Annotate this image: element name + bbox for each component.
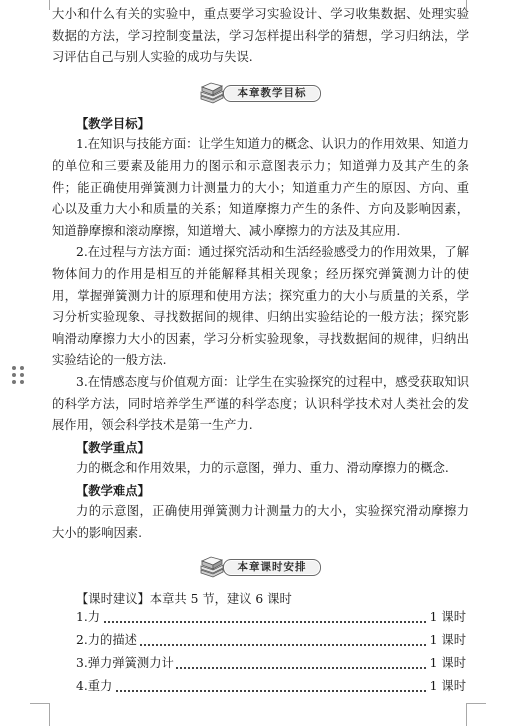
toc-row [76, 676, 466, 697]
toc-title: 3.弹力弹簧测力计 [76, 653, 176, 674]
banner-title: 本章教学目标 [223, 85, 321, 102]
crop-mark-bottom-left-h [30, 703, 50, 704]
key-points-heading: 【教学重点】 [76, 439, 150, 455]
chapter-goals-banner [199, 82, 323, 104]
book-stack-icon [199, 82, 225, 104]
goals-heading: 【教学目标】 [76, 115, 150, 131]
chapter-schedule-banner [199, 556, 323, 578]
toc-duration: 1 课时 [428, 607, 466, 628]
difficulties-text: 力的示意图，正确使用弹簧测力计测量力的大小，实验探究滑动摩擦力大小的影响因素. [52, 504, 469, 541]
banner-title: 本章课时安排 [223, 559, 321, 576]
intro-paragraph: 大小和什么有关的实验中，重点要学习实验设计、学习收集数据、处理实验数据的方法，学习控制变量法，学习怎样提出科学的猜想，学习归纳法，学习评估自己与别人实验的成功与失误. [52, 7, 469, 65]
toc-row [76, 653, 466, 674]
dot-leader [76, 621, 466, 623]
toc-row [76, 607, 466, 628]
key-points-text: 力的概念和作用效果，力的示意图，弹力、重力、滑动摩擦力的概念. [76, 461, 449, 476]
schedule-suggestion: 【课时建议】本章共 5 节，建议 6 课时 [76, 591, 292, 606]
crop-mark-bottom-right-v [466, 703, 467, 726]
toc-title: 2.力的描述 [76, 630, 139, 651]
dot-leader [76, 690, 466, 692]
toc-title: 1.力 [76, 607, 102, 628]
difficulties-heading: 【教学难点】 [76, 482, 150, 498]
toc-title: 4.重力 [76, 676, 114, 697]
toc-duration: 1 课时 [428, 653, 466, 674]
crop-mark-top-left [49, 0, 50, 10]
toc-duration: 1 课时 [428, 630, 466, 651]
toc-row [76, 630, 466, 651]
book-stack-icon [199, 556, 225, 578]
crop-mark-bottom-right-h [466, 703, 486, 704]
toc-duration: 1 课时 [428, 676, 466, 697]
drag-handle-icon[interactable] [12, 366, 25, 384]
goal-3-paragraph: 3.在情感态度与价值观方面：让学生在实验探究的过程中，感受获取知识的科学方法，同时培养学生严谨的科学态度；认识科学技术对人类社会的发展作用，领会科学技术是第一生产力. [52, 374, 469, 433]
goal-1-paragraph: 1.在知识与技能方面：让学生知道力的概念、认识力的作用效果、知道力的单位和三要素及能用力的图示和示意图表示力；知道弹力及其产生的条件；能正确使用弹簧测力计测量力的大小；知道重力产生的原因、方向、重心以及重力大小和质量的关系；知道摩擦力产生的条件、方向及影响因素，知道静摩擦和滚动摩擦，知道增大、减小摩擦力的方法及其应用. [52, 137, 469, 238]
crop-mark-bottom-left-v [49, 703, 50, 726]
goal-2-paragraph: 2.在过程与方法方面：通过探究活动和生活经验感受力的作用效果，了解物体间力的作用是相互的并能解释其相关现象；经历探究弹簧测力计的使用，掌握弹簧测力计的原理和使用方法；探究重力的大小与质量的关系，学习分析实验现象、寻找数据间的规律、归纳出实验结论的一般方法；探究影响滑动摩擦力大小的因素，学习分析实验现象，寻找数据间的规律，归纳出实验结论的一般方法. [52, 245, 469, 368]
